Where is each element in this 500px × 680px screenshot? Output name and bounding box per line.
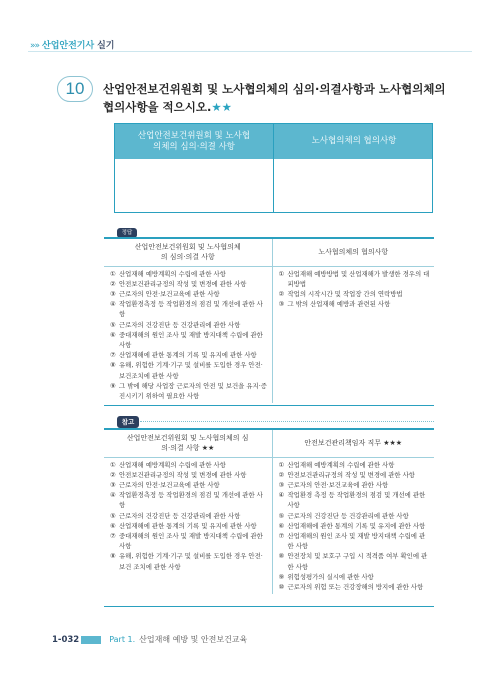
- item-text: 안전보건관리규정의 작성 및 변경에 관한 사항: [119, 279, 247, 288]
- item-text: 그 밖의 산업재해 예방과 관련된 사항: [287, 300, 391, 309]
- item-number: ①: [110, 460, 116, 469]
- list-item: [110, 299, 268, 319]
- question-text: [103, 80, 448, 116]
- item-number: ③: [278, 300, 285, 309]
- list-item: [279, 490, 431, 510]
- item-text: 위험성평가의 실시에 관한 사항: [287, 572, 374, 581]
- answer-col1-header: 산업안전보건위원회 및 노사협의체의 심의·의결 사항: [104, 239, 272, 266]
- item-text: 근로자의 안전·보건교육에 관한 사항: [287, 480, 389, 489]
- item-number: ⑥: [110, 330, 116, 339]
- item-number: ⑥: [278, 521, 285, 530]
- list-item: [110, 551, 268, 571]
- list-item: [279, 531, 431, 551]
- reference-col2-list: [272, 457, 434, 594]
- answer-box-col1-header: 산업안전보건위원회 및 노사협의체의 심의·의결 사항: [137, 130, 251, 152]
- item-text: 중대재해의 원인 조사 및 재발 방지대책 수립에 관한 사항: [119, 531, 263, 551]
- answer-col1-list: [104, 266, 272, 403]
- item-text: 근로자의 안전·보건교육에 관한 사항: [119, 480, 220, 489]
- footer-accent-bar: [81, 636, 101, 644]
- reference-badge: 참고: [117, 416, 139, 428]
- item-text: 안전보건관리규정의 작성 및 변경에 관한 사항: [287, 470, 415, 479]
- item-number: ⑥: [110, 521, 116, 530]
- list-item: [110, 511, 268, 521]
- list-item: [110, 521, 268, 531]
- item-number: ⑨: [110, 381, 116, 390]
- item-text: 작업환경측정 등 작업환경의 점검 및 개선에 관한 사항: [119, 300, 263, 319]
- difficulty-stars: ★★: [211, 100, 232, 114]
- item-text: 근로자의 위험 또는 건강장해의 방지에 관한 사항: [287, 582, 424, 591]
- reference-table-bottom-rule: [104, 606, 434, 607]
- item-number: ⑦: [110, 531, 116, 540]
- question-body: 산업안전보건위원회 및 노사협의체의 심의·의결사항과 노사협의체의 협의사항을 적으시오.: [103, 82, 446, 114]
- list-item: [110, 490, 268, 510]
- list-item: [110, 330, 268, 350]
- item-number: ⑧: [110, 552, 116, 561]
- list-item: [279, 470, 431, 480]
- list-item: [279, 299, 431, 309]
- header-title: 산업안전기사: [42, 41, 95, 51]
- item-number: ④: [110, 300, 116, 309]
- list-item: [279, 460, 431, 470]
- item-text: 산업재해에 관한 통계의 기록 및 유지에 관한 사항: [287, 521, 426, 530]
- answer-table: [104, 239, 434, 403]
- item-text: 근로자의 건강진단 등 건강관리에 관한 사항: [119, 320, 241, 329]
- answer-write-box: [114, 123, 433, 213]
- item-text: 산업재해에 관한 통계의 기록 및 유지에 관한 사항: [119, 351, 257, 360]
- item-text: 그 밖에 해당 사업장 근로자의 안전 및 보건을 유지·증진시키기 위하여 필요한 사항: [119, 381, 267, 400]
- list-item: [110, 381, 268, 401]
- answer-box-divider: [273, 124, 274, 212]
- item-text: 산업재해의 원인 조사 및 재발 방지대책 수립에 관한 사항: [287, 531, 426, 551]
- reference-col2-header: 안전보건관리책임자 직무 ★★★: [272, 430, 434, 457]
- list-item: [279, 511, 431, 521]
- item-number: ⑨: [278, 572, 285, 581]
- list-item: [110, 269, 268, 279]
- answer-table-bottom-rule: [104, 405, 434, 406]
- item-number: ⑧: [278, 552, 285, 561]
- list-item: [279, 582, 431, 592]
- list-item: [110, 470, 268, 480]
- item-number: ⑦: [110, 351, 116, 360]
- item-number: ⑧: [110, 361, 116, 370]
- item-number: ③: [110, 480, 116, 489]
- item-number: ④: [278, 491, 285, 500]
- item-number: ⑤: [110, 320, 116, 329]
- answer-col2-list: [272, 266, 434, 403]
- item-number: ②: [110, 279, 116, 288]
- list-item: [110, 320, 268, 330]
- list-item: [279, 269, 431, 289]
- footer-part: Part 1.: [109, 635, 136, 644]
- reference-dotted-line: [140, 421, 434, 422]
- footer-chapter: 산업재해 예방 및 안전보건교육: [139, 635, 248, 644]
- item-text: 산업재해 예방계획의 수립에 관한 사항: [119, 269, 226, 278]
- double-chevron-icon: »»: [30, 41, 40, 51]
- list-item: [110, 289, 268, 299]
- list-item: [279, 551, 431, 571]
- item-text: 유해, 위험한 기계·기구 및 설비를 도입한 경우 안전·보건조치에 관한 사항: [119, 361, 263, 380]
- item-number: ⑦: [278, 531, 285, 540]
- reference-table: [104, 430, 434, 594]
- item-text: 작업의 시작시간 및 작업장 간의 연락방법: [287, 289, 403, 298]
- item-text: 안전장치 및 보호구 구입 시 적격품 여부 확인에 관한 사항: [287, 552, 428, 571]
- list-item: [110, 480, 268, 490]
- item-text: 근로자의 안전·보건교육에 관한 사항: [119, 289, 220, 298]
- item-number: ①: [278, 460, 285, 469]
- item-text: 중대재해의 원인 조사 및 재발 방지대책 수립에 관한 사항: [119, 330, 263, 349]
- item-text: 안전보건관리규정의 작성 및 변경에 관한 사항: [119, 470, 247, 479]
- item-number: ①: [278, 269, 285, 278]
- item-number: ②: [278, 289, 285, 298]
- item-number: ②: [110, 470, 116, 479]
- list-item: [110, 531, 268, 551]
- reference-col1-list: [104, 457, 272, 594]
- answer-box-col2-header: 노사협의체의 협의사항: [311, 136, 397, 146]
- running-header: [30, 38, 114, 51]
- item-number: ⑩: [278, 582, 285, 591]
- question-number: 10: [57, 76, 93, 102]
- reference-col1-header: 산업안전보건위원회 및 노사협의체의 심의·의결 사항 ★★: [104, 430, 272, 457]
- item-number: ①: [110, 269, 116, 278]
- list-item: [110, 360, 268, 380]
- item-number: ③: [278, 480, 285, 489]
- item-text: 산업재해 예방계획의 수립에 관한 사항: [119, 460, 226, 469]
- page-footer: [52, 634, 247, 645]
- item-number: ②: [278, 470, 285, 479]
- list-item: [110, 279, 268, 289]
- item-text: 작업환경측정 등 작업환경의 점검 및 개선에 관한 사항: [119, 491, 263, 510]
- item-number: ⑤: [278, 511, 285, 520]
- header-divider: [28, 51, 472, 52]
- item-number: ③: [110, 289, 116, 298]
- list-item: [110, 460, 268, 470]
- item-text: 산업재해에 관한 통계의 기록 및 유지에 관한 사항: [119, 521, 257, 530]
- item-text: 유해, 위험한 기계·기구 및 설비를 도입한 경우 안전·보건 조치에 관한 사항: [119, 552, 263, 571]
- item-text: 산업재해 예방방법 및 산업재해가 발생한 경우의 대피방법: [287, 269, 430, 288]
- header-subtitle: 실기: [97, 41, 115, 51]
- list-item: [279, 521, 431, 531]
- list-item: [279, 572, 431, 582]
- item-number: ④: [110, 491, 116, 500]
- item-text: 작업환경 측정 등 작업환경의 점검 및 개선에 관한 사항: [287, 491, 426, 510]
- item-text: 산업재해 예방계획의 수립에 관한 사항: [287, 460, 395, 469]
- item-text: 근로자의 건강진단 등 건강관리에 관한 사항: [119, 511, 241, 520]
- list-item: [279, 480, 431, 490]
- answer-badge: 정답: [117, 228, 137, 238]
- answer-col2-header: 노사협의체의 협의사항: [272, 239, 434, 266]
- item-number: ⑤: [110, 511, 116, 520]
- item-text: 근로자의 건강진단 등 건강관리에 관한 사항: [287, 511, 409, 520]
- page-number: 1-032: [52, 634, 80, 645]
- list-item: [110, 350, 268, 360]
- list-item: [279, 289, 431, 299]
